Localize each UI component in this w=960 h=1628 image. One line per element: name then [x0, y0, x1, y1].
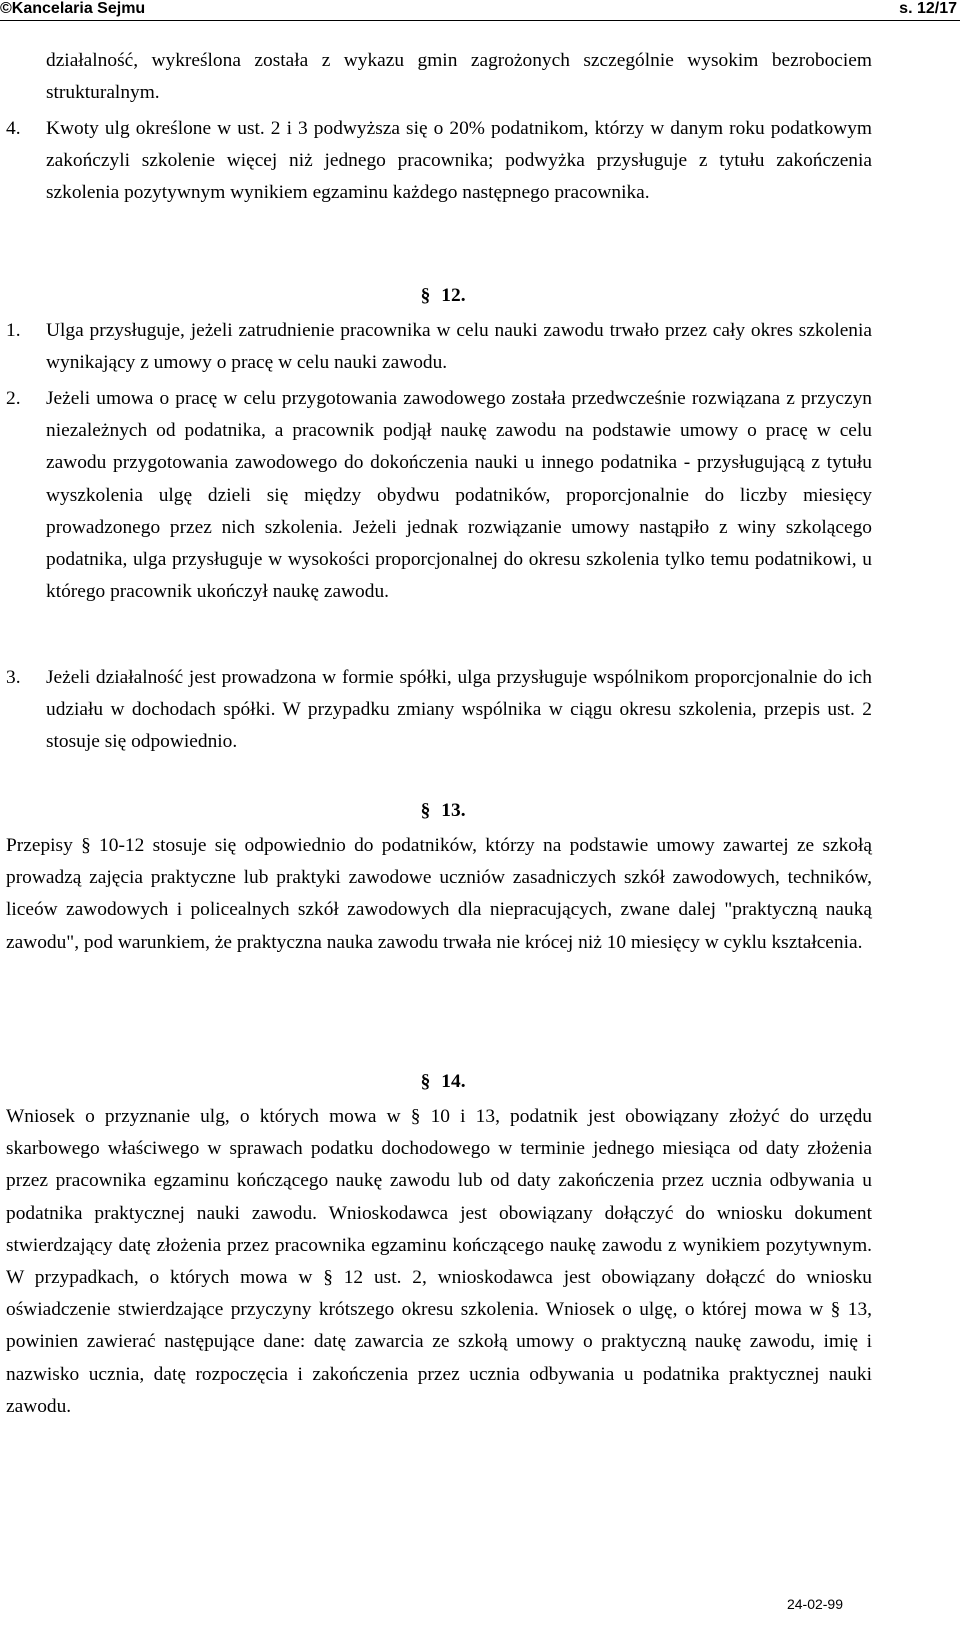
section-14-heading	[0, 1066, 880, 1098]
section-12-item-1-text: Ulga przysługuje, jeżeli zatrudnienie pracownika w celu nauki zawodu trwało przez cały okres szkolenia wynikający z umowy o pracę w celu nauki zawodu.	[46, 320, 872, 374]
section-number: 14.	[441, 1071, 466, 1092]
section-sign-icon: §	[420, 285, 431, 306]
section-13-text: Przepisy § 10-12 stosuje się odpowiednio do podatników, którzy na podstawie umowy zawartej ze szkołą prowadzą zajęcia praktyczne lub praktyki zawodowe uczniów zasadniczych szkół zawodowych, techników, liceów zawodowych i policealnych szkół zawodowych dla niepracujących, zwane dalej "praktyczną nauką zawodu", pod warunkiem, że praktyczna nauka zawodu trwała nie krócej niż 10 miesięcy w cyklu kształcenia.	[6, 835, 872, 953]
section-12-item-2-text: Jeżeli umowa o pracę w celu przygotowania zawodowego została przedwcześnie rozwiązana z przyczyn niezależnych od podatnika, a pracownik podjął naukę zawodu na podstawie umowy o pracę w celu zawodu przygotowania zawodowego do dokończenia nauki u innego podatnika - przysługującą z tytułu wyszkolenia ulgę dzieli się między obydwu podatników, proporcjonalnie do liczby miesięcy prowadzonego przez nich szkolenia. Jeżeli jednak rozwiązanie umowy nastąpiło z winy szkolącego podatnika, ulga przysługuje w wysokości proporcjonalnej do okresu szkolenia tylko temu podatnikowi, u którego pracownik ukończył naukę zawodu.	[46, 388, 872, 603]
paragraph-continuation: działalność, wykreślona została z wykazu gmin zagrożonych szczególnie wysokim bezrobociem strukturalnym.	[46, 50, 872, 104]
page-number: s. 12/17	[899, 0, 957, 17]
item-4-text: Kwoty ulg określone w ust. 2 i 3 podwyższa się o 20% podatnikom, którzy w danym roku podatkowym zakończyli szkolenie więcej niż jednego pracownika; podwyżka przysługuje z tytułu zakończenia szkolenia pozytywnym wynikiem egzaminu każdego następnego pracownika.	[46, 118, 872, 204]
item-number: 3.	[6, 667, 21, 688]
section-number: 12.	[441, 285, 466, 306]
footer-date: 24-02-99	[786, 1596, 843, 1612]
item-number: 4.	[6, 118, 21, 139]
section-12-heading	[0, 280, 880, 312]
item-number: 2.	[6, 388, 21, 409]
section-number: 13.	[441, 800, 466, 821]
section-sign-icon: §	[420, 800, 431, 821]
section-13-heading	[0, 795, 880, 827]
section-14-text: Wniosek o przyznanie ulg, o których mowa w § 10 i 13, podatnik jest obowiązany złożyć do urzędu skarbowego właściwego w sprawach podatku dochodowego w terminie jednego miesiąca od daty złożenia przez pracownika egzaminu kończącego naukę zawodu lub od daty zakończenia przez ucznia odbywania u podatnika praktycznej nauki zawodu. Wnioskodawca jest obowiązany dołączyć do wniosku dokument stwierdzający datę złożenia przez pracownika egzaminu kończącego naukę zawodu z wynikiem pozytywnym. W przypadkach, o których mowa w § 12 ust. 2, wnioskodawca jest obowiązany dołączć do wniosku oświadczenie stwierdzające przyczyny krótszego okresu szkolenia. Wniosek o ulgę, o której mowa w § 13, powinien zawierać następujące dane: datę zawarcia ze szkołą umowy o praktyczną naukę zawodu, imię i nazwisko ucznia, datę rozpoczęcia i zakończenia przez ucznia odbywania u podatnika praktycznej nauki zawodu.	[6, 1106, 872, 1417]
item-number: 1.	[6, 320, 21, 341]
header-divider	[0, 20, 960, 21]
section-sign-icon: §	[420, 1071, 431, 1092]
section-12-item-3-text: Jeżeli działalność jest prowadzona w formie spółki, ulga przysługuje wspólnikom proporcjonalnie do ich udziału w dochodach spółki. W przypadku zmiany wspólnika w ciągu okresu szkolenia, przepis ust. 2 stosuje się odpowiednio.	[46, 667, 872, 753]
publisher-label: ©Kancelaria Sejmu	[0, 0, 146, 17]
page-header	[0, 0, 960, 20]
